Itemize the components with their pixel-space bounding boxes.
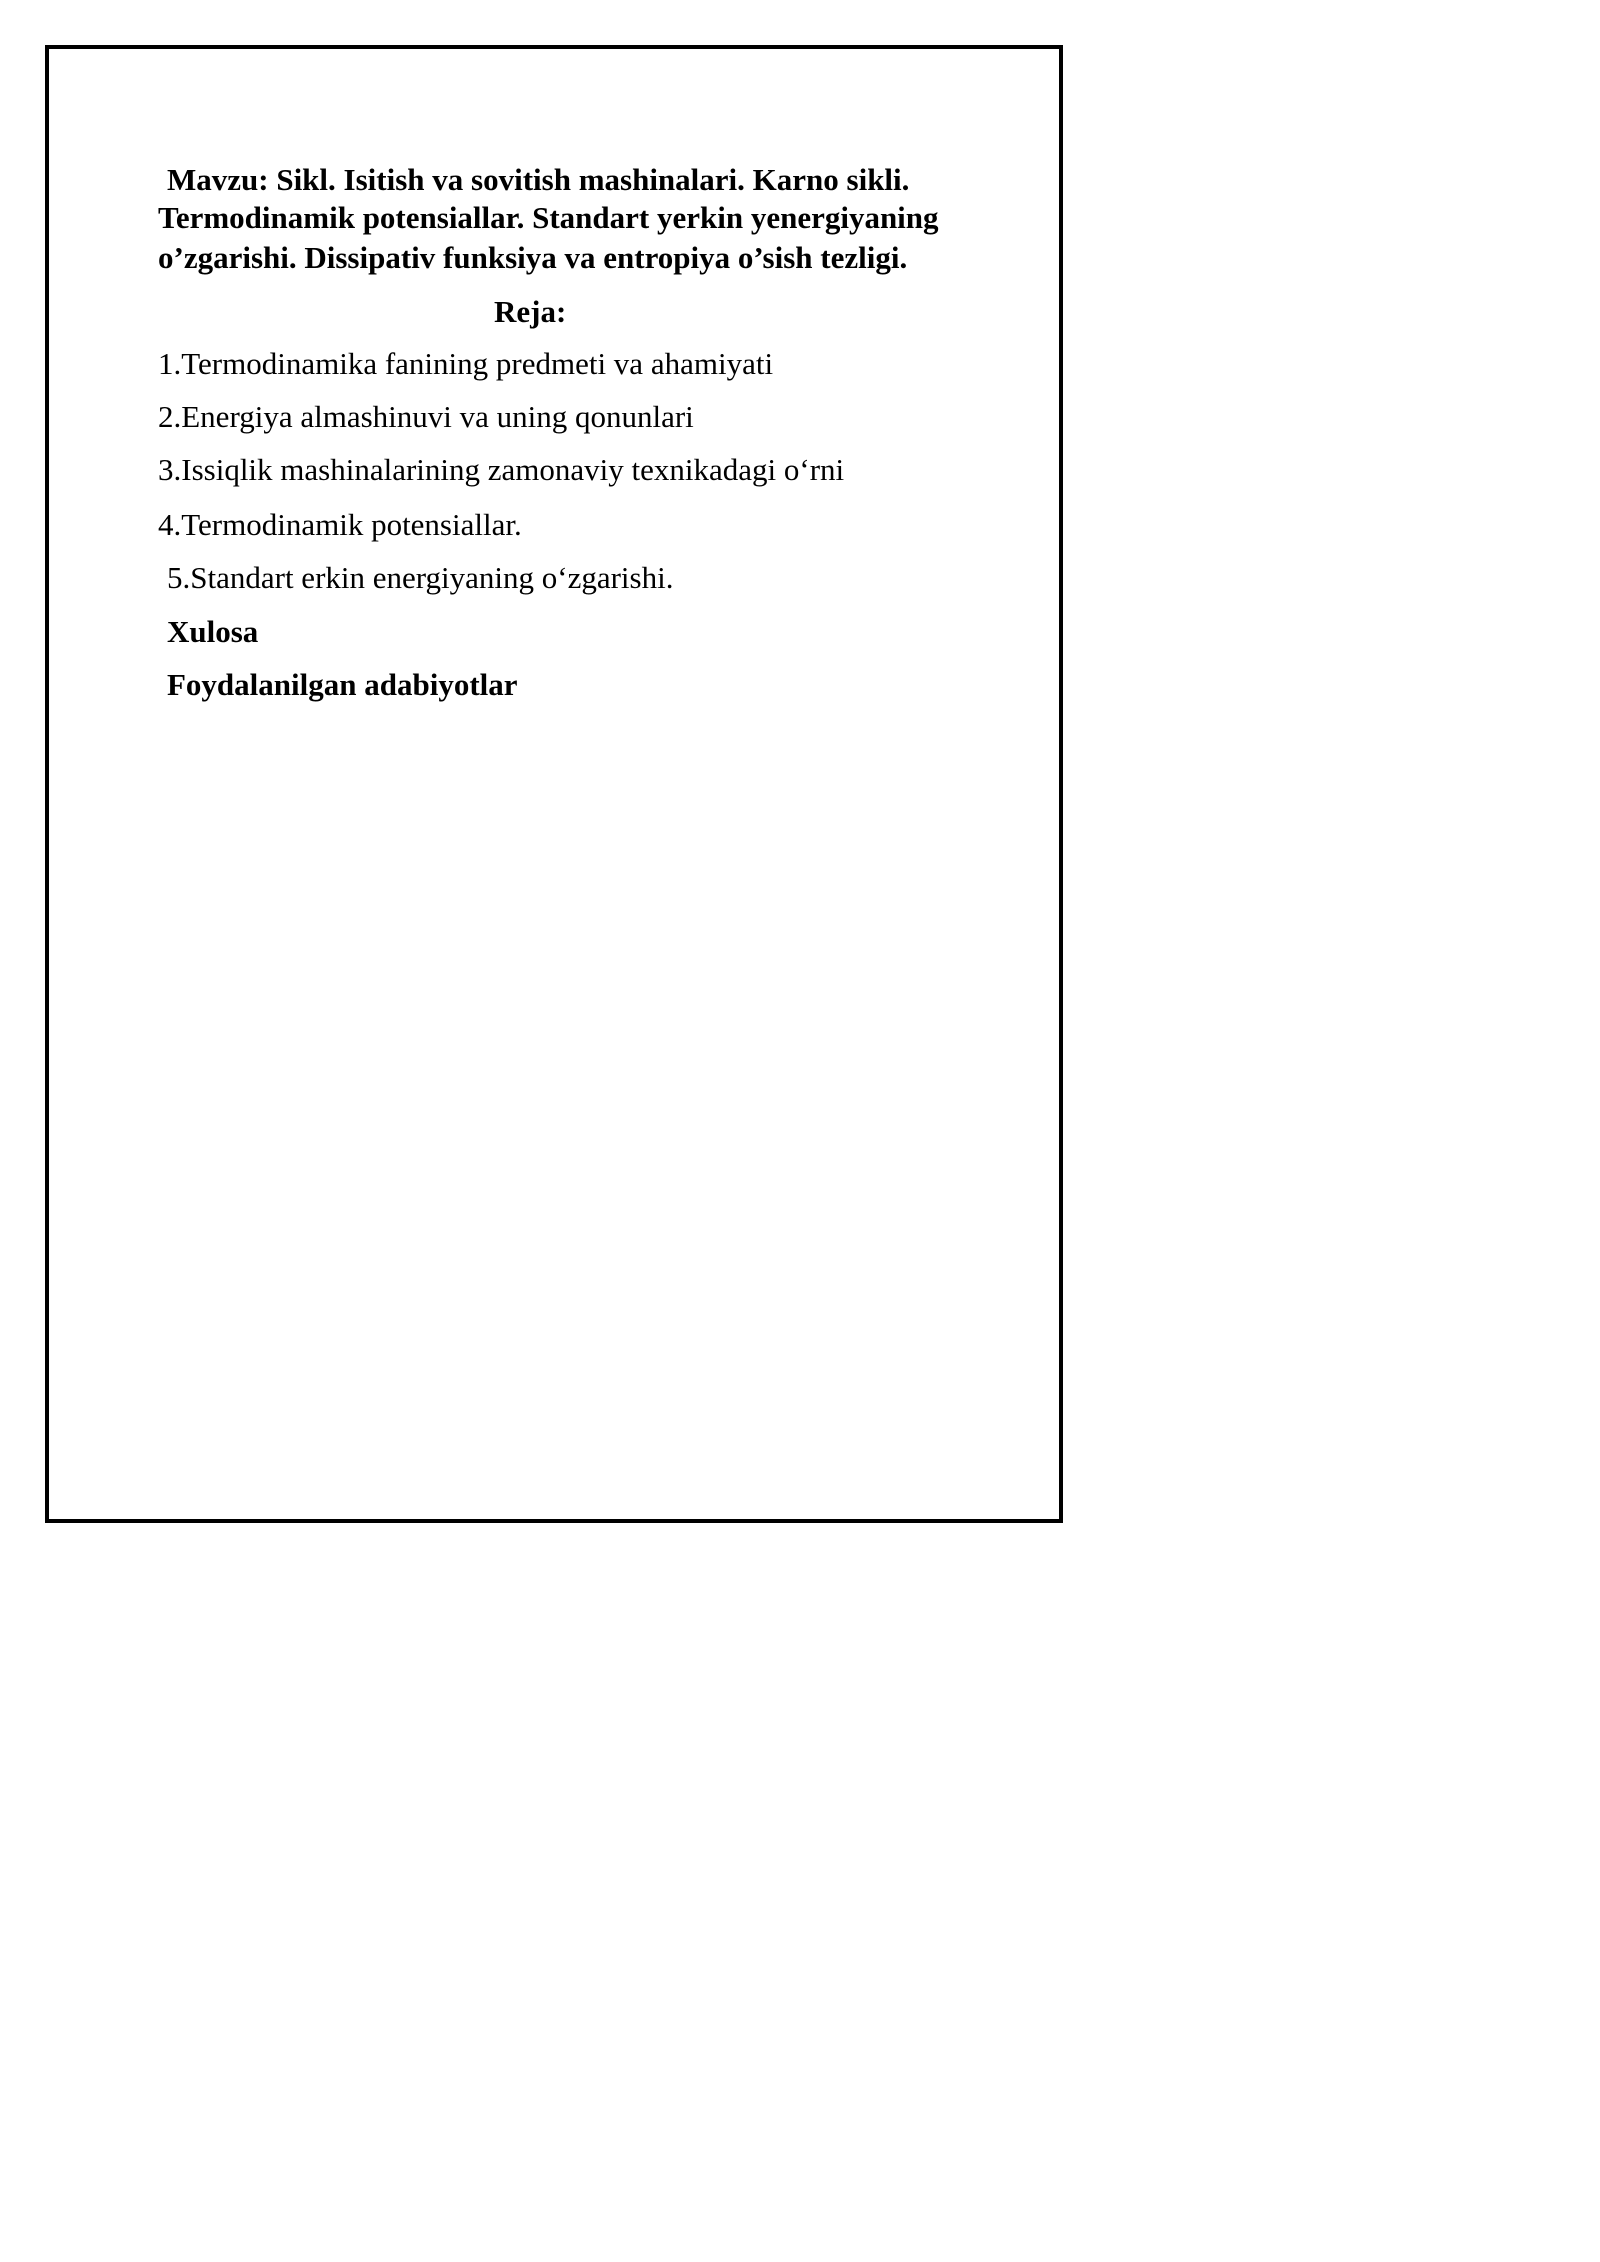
plan-item-5: 5.Standart erkin energiyaning o‘zgarishi. [167, 560, 674, 595]
plan-heading: Reja: [494, 294, 567, 329]
conclusion-heading: Xulosa [167, 614, 259, 649]
references-heading: Foydalanilgan adabiyotlar [167, 667, 518, 702]
plan-item-3: 3.Issiqlik mashinalarining zamonaviy texnikadagi o‘rni [158, 452, 845, 487]
plan-item-1: 1.Termodinamika fanining predmeti va ahamiyati [158, 346, 774, 381]
plan-item-4: 4.Termodinamik potensiallar. [158, 507, 522, 542]
topic-title-line-2: Termodinamik potensiallar. Standart yerkin yenergiyaning [158, 200, 939, 235]
topic-title-line-1: Mavzu: Sikl. Isitish va sovitish mashinalari. Karno sikli. [167, 162, 910, 197]
plan-item-2: 2.Energiya almashinuvi va uning qonunlari [158, 399, 694, 434]
topic-title-line-3: o’zgarishi. Dissipativ funksiya va entropiya o’sish tezligi. [158, 240, 908, 275]
